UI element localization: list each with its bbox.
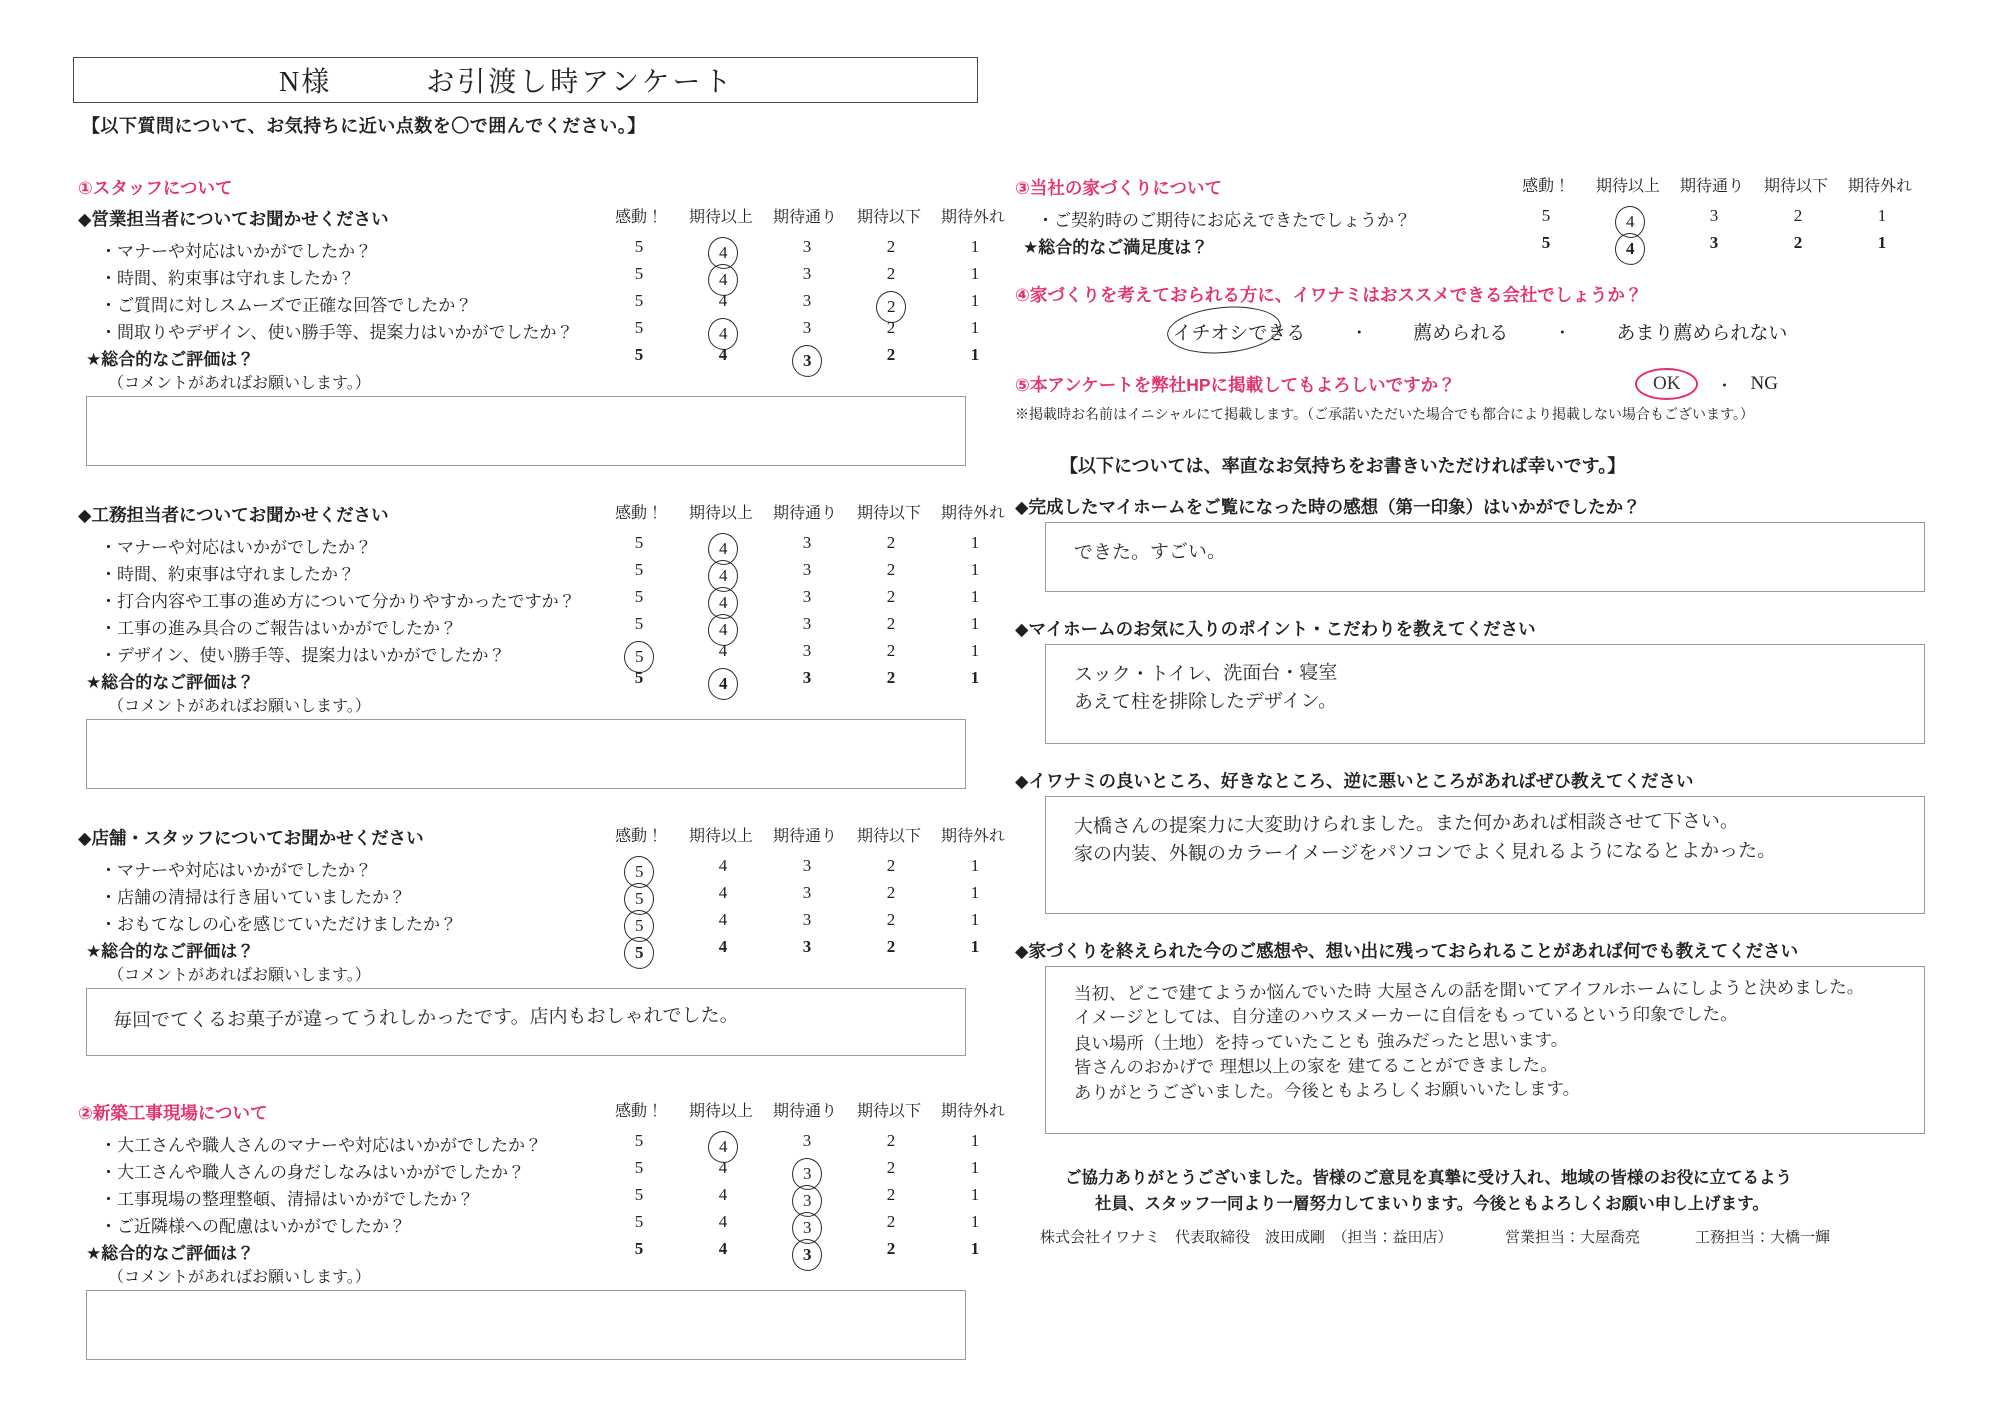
rating-option-1[interactable]: 5 <box>634 560 644 579</box>
rating-option-1[interactable]: 5 <box>634 668 644 687</box>
circled-rating: 4 <box>706 263 739 298</box>
rating-option-4[interactable]: 2 <box>886 668 896 687</box>
question-row <box>78 1129 1018 1156</box>
rating-option-5[interactable]: 1 <box>970 264 980 283</box>
question-row <box>78 1183 1018 1210</box>
rating-option-1[interactable]: 5 <box>634 1239 644 1258</box>
question-row <box>78 935 1018 962</box>
scale-header-4: 期待外れ <box>940 1103 1005 1120</box>
option-separator: ・ <box>1554 325 1571 342</box>
circled-rating: 4 <box>706 559 739 594</box>
scale-header-1: 期待以上 <box>688 828 753 845</box>
rating-option-2[interactable] <box>692 668 754 700</box>
comment-prompt-0: （コメントがあればお願いします。） <box>108 375 371 392</box>
scale-header-3: 期待以下 <box>1763 178 1828 195</box>
rating-option-4[interactable]: 2 <box>886 264 896 283</box>
rating-option-5[interactable]: 1 <box>970 345 980 364</box>
scale-header-0: 感動！ <box>614 209 663 226</box>
circled-rating: 5 <box>622 855 655 890</box>
section-heading-staff: ①スタッフについて <box>78 178 233 198</box>
rating-option-2[interactable] <box>1599 233 1661 265</box>
rating-option-4[interactable]: 2 <box>886 1212 896 1231</box>
group-heading-1: ◆工務担当者についてお聞かせください <box>78 505 389 525</box>
scale-header-2: 期待通り <box>772 505 837 522</box>
rating-option-5[interactable]: 1 <box>970 910 980 929</box>
comment-box-staff-2[interactable] <box>86 988 966 1056</box>
scale-header-row <box>78 500 1018 527</box>
question-row <box>78 289 1018 316</box>
circled-rating: 4 <box>706 613 739 648</box>
question-row <box>78 343 1018 370</box>
rating-option-1[interactable]: 5 <box>634 237 644 256</box>
comment-prompt-2: （コメントがあればお願いします。） <box>108 967 371 984</box>
rating-option-4[interactable]: 2 <box>886 560 896 579</box>
rating-option-4[interactable]: 2 <box>886 345 896 364</box>
scale-header-4: 期待外れ <box>1847 178 1912 195</box>
rating-option-5[interactable]: 1 <box>970 641 980 660</box>
question-row <box>78 531 1018 558</box>
scale-header-0: 感動！ <box>614 828 663 845</box>
rating-option-2[interactable]: 4 <box>718 856 728 875</box>
question-label: ・マナーや対応はいかがでしたか？ <box>100 242 372 261</box>
rating-option-3[interactable]: 3 <box>802 237 812 256</box>
page-title: お引渡し時アンケート <box>426 67 735 98</box>
freetext-box-3[interactable] <box>1045 966 1925 1134</box>
freetext-heading-1: ◆マイホームのお気に入りのポイント・こだわりを教えてください <box>1015 619 1536 639</box>
question-label: ・おもてなしの心を感じていただけましたか？ <box>100 915 457 934</box>
company-info: 株式会社イワナミ 代表取締役 波田成剛 （担当：益田店） <box>1040 1230 1453 1246</box>
handwritten-line: 皆さんのおかげで 理想以上の家を 建てることができました。 <box>1073 1055 1558 1078</box>
publish-options <box>1635 368 1778 400</box>
scale-header-3: 期待以下 <box>856 505 921 522</box>
freetext-box-1[interactable] <box>1045 644 1925 744</box>
circled-rating: 2 <box>874 290 907 325</box>
rating-option-2[interactable]: 4 <box>718 1239 728 1258</box>
scale-header-4: 期待外れ <box>940 828 1005 845</box>
handwritten-line: 当初、どこで建てようか悩んでいた時 大屋さんの話を聞いてアイフルホームにしようと決めました。 <box>1073 977 1865 1005</box>
question-label: ★総合的なご評価は？ <box>86 942 255 961</box>
recommend-question: ④家づくりを考えておられる方に、イワナミはおススメできる会社でしょうか？ <box>1015 285 1643 305</box>
rating-option-1[interactable]: 5 <box>634 614 644 633</box>
question-row <box>78 585 1018 612</box>
circled-rating: 3 <box>790 344 823 379</box>
question-label: ・打合内容や工事の進め方について分かりやすかったですか？ <box>100 592 576 611</box>
publish-option-1[interactable]: NG <box>1750 373 1778 394</box>
rating-option-1[interactable]: 5 <box>634 587 644 606</box>
rating-option-2[interactable]: 4 <box>718 345 728 364</box>
rating-option-3[interactable]: 3 <box>1709 206 1719 225</box>
handwritten-line: 家の内装、外観のカラーイメージをパソコンでよく見れるようになるとよかった。 <box>1073 839 1777 866</box>
scale-header-2: 期待通り <box>1679 178 1744 195</box>
question-row <box>1015 231 1945 258</box>
circled-rating: 4 <box>706 317 739 352</box>
rating-option-4[interactable]: 2 <box>886 1239 896 1258</box>
recommend-option-2[interactable]: あまり薦められない <box>1616 323 1788 344</box>
question-label: ★総合的なご評価は？ <box>86 673 255 692</box>
section-heading-homebuilding: ③当社の家づくりについて <box>1015 178 1222 198</box>
comment-prompt-construction: （コメントがあればお願いします。） <box>108 1269 371 1286</box>
rating-option-5[interactable]: 1 <box>970 533 980 552</box>
scale-header-1: 期待以上 <box>688 209 753 226</box>
rating-option-2[interactable]: 4 <box>718 641 728 660</box>
recommend-options <box>1015 318 1945 345</box>
handwritten-line: 良い場所（土地）を持っていたことも 強みだったと思います。 <box>1073 1030 1569 1055</box>
rating-option-5[interactable]: 1 <box>970 1131 980 1150</box>
freetext-intro: 【以下については、率直なお気持ちをお書きいただければ幸いです。】 <box>1060 456 1626 476</box>
rating-option-4[interactable]: 2 <box>886 614 896 633</box>
question-row <box>1015 204 1945 231</box>
circled-rating: 4 <box>706 1130 739 1165</box>
circled-rating: 5 <box>622 936 655 971</box>
question-label: ・間取りやデザイン、使い勝手等、提案力はいかがでしたか？ <box>100 323 574 342</box>
rating-option-5[interactable]: 1 <box>970 291 980 310</box>
handwritten-line: ありがとうございました。今後ともよろしくお願いいたします。 <box>1073 1079 1581 1105</box>
question-row <box>78 854 1018 881</box>
handwritten-line: できた。すごい。 <box>1073 540 1227 564</box>
rating-option-3[interactable]: 3 <box>802 883 812 902</box>
question-row <box>78 316 1018 343</box>
scale-header-4: 期待外れ <box>940 209 1005 226</box>
rating-option-2[interactable]: 4 <box>718 910 728 929</box>
comment-box-construction[interactable] <box>86 1290 966 1360</box>
rating-option-3[interactable]: 3 <box>802 533 812 552</box>
handwritten-line: 大橋さんの提案力に大変助けられました。また何かあれば相談させて下さい。 <box>1073 809 1740 838</box>
freetext-heading-2: ◆イワナミの良いところ、好きなところ、逆に悪いところがあればぜひ教えてください <box>1015 771 1694 791</box>
question-row <box>78 881 1018 908</box>
rating-option-3[interactable]: 3 <box>802 291 812 310</box>
rating-option-4[interactable]: 2 <box>886 641 896 660</box>
question-row <box>78 908 1018 935</box>
rating-option-4[interactable]: 2 <box>886 1185 896 1204</box>
question-label: ★総合的なご評価は？ <box>86 350 255 369</box>
rating-option-1[interactable]: 5 <box>634 1158 644 1177</box>
rating-option-2[interactable]: 4 <box>718 291 728 310</box>
question-label: ・工事の進み具合のご報告はいかがでしたか？ <box>100 619 457 638</box>
rating-option-5[interactable]: 1 <box>970 614 980 633</box>
comment-box-staff-1[interactable] <box>86 719 966 789</box>
rating-option-5[interactable]: 1 <box>970 1212 980 1231</box>
question-label: ・ご契約時のご期待にお応えできたでしょうか？ <box>1037 211 1411 230</box>
question-row <box>78 612 1018 639</box>
rating-option-2[interactable]: 4 <box>718 883 728 902</box>
rating-option-4[interactable]: 2 <box>886 883 896 902</box>
title-box <box>73 57 978 103</box>
rating-option-4[interactable]: 2 <box>886 533 896 552</box>
rating-option-4[interactable]: 2 <box>886 910 896 929</box>
scale-header-1: 期待以上 <box>688 505 753 522</box>
customer-name: N様 <box>279 67 332 98</box>
instruction-text: 【以下質問について、お気持ちに近い点数を〇で囲んでください。】 <box>82 116 646 136</box>
question-row <box>78 1210 1018 1237</box>
scale-header-1: 期待以上 <box>688 1103 753 1120</box>
section-heading-construction: ②新築工事現場について <box>78 1103 268 1123</box>
question-label: ・大工さんや職人さんのマナーや対応はいかがでしたか？ <box>100 1136 542 1155</box>
closing-line-2: 社員、スタッフ一同より一層努力してまいります。今後ともよろしくお願い申し上げます。 <box>1095 1195 1769 1213</box>
rating-option-1[interactable]: 5 <box>634 1131 644 1150</box>
closing-line-1: ご協力ありがとうございました。皆様のご意見を真摯に受け入れ、地域の皆様のお役に立てるよう <box>1065 1169 1792 1187</box>
rating-option-3[interactable]: 3 <box>802 1131 812 1150</box>
rating-option-3[interactable]: 3 <box>802 668 812 687</box>
rating-option-3[interactable]: 3 <box>802 318 812 337</box>
group-heading-0: ◆営業担当者についてお聞かせください <box>78 209 389 229</box>
rating-option-5[interactable]: 1 <box>970 560 980 579</box>
circled-rating: 5 <box>622 882 655 917</box>
rating-option-5[interactable]: 1 <box>970 668 980 687</box>
scale-header-2: 期待通り <box>772 828 837 845</box>
question-label: ・工事現場の整理整頓、清掃はいかがでしたか？ <box>100 1190 474 1209</box>
rating-option-3[interactable]: 3 <box>802 937 812 956</box>
question-label: ・時間、約束事は守れましたか？ <box>100 269 355 288</box>
scale-header-3: 期待以下 <box>856 828 921 845</box>
group-heading-2: ◆店舗・スタッフについてお聞かせください <box>78 828 424 848</box>
circled-rating: 4 <box>1613 205 1646 240</box>
rating-option-5[interactable]: 1 <box>970 883 980 902</box>
scale-header-row <box>78 823 1018 850</box>
scale-header-0: 感動！ <box>1521 178 1570 195</box>
question-label: ・店舗の清掃は行き届いていましたか？ <box>100 888 406 907</box>
rating-option-3[interactable]: 3 <box>802 587 812 606</box>
rating-option-2[interactable]: 4 <box>718 1158 728 1177</box>
rating-option-3[interactable]: 3 <box>802 264 812 283</box>
rating-option-2[interactable]: 4 <box>718 937 728 956</box>
circled-rating: 3 <box>790 1238 823 1273</box>
rating-option-1[interactable]: 5 <box>1541 206 1551 225</box>
handwritten-line: スック・トイレ、洗面台・寝室 <box>1073 661 1338 686</box>
rating-option-5[interactable]: 1 <box>970 1239 980 1258</box>
question-label: ・ご質問に対しスムーズで正確な回答でしたか？ <box>100 296 473 315</box>
rating-option-4[interactable]: 2 <box>886 587 896 606</box>
rating-option-3[interactable]: 3 <box>802 614 812 633</box>
rating-option-3[interactable]: 3 <box>802 910 812 929</box>
rating-option-3[interactable] <box>776 1239 838 1271</box>
comment-prompt-1: （コメントがあればお願いします。） <box>108 698 371 715</box>
rating-option-5[interactable]: 1 <box>970 856 980 875</box>
circled-rating: 3 <box>790 1211 823 1246</box>
question-row <box>78 1156 1018 1183</box>
publish-option-0[interactable]: OK <box>1635 368 1698 400</box>
rating-option-4[interactable]: 2 <box>1793 206 1803 225</box>
circled-rating: 4 <box>706 532 739 567</box>
circled-rating: 3 <box>790 1157 823 1192</box>
question-row <box>78 666 1018 693</box>
freetext-box-2[interactable] <box>1045 796 1925 914</box>
circled-rating: 4 <box>706 667 739 702</box>
scale-header-2: 期待通り <box>772 1103 837 1120</box>
rating-option-3[interactable]: 3 <box>802 856 812 875</box>
works-contact: 工務担当：大橋一輝 <box>1695 1230 1831 1246</box>
scale-header-0: 感動！ <box>614 505 663 522</box>
rating-option-1[interactable]: 5 <box>1541 233 1551 252</box>
rating-option-5[interactable]: 1 <box>970 1185 980 1204</box>
selection-circle <box>1165 302 1283 358</box>
question-label: ★総合的なご満足度は？ <box>1023 238 1209 257</box>
circled-rating: 5 <box>622 640 655 675</box>
rating-option-4[interactable]: 2 <box>886 1158 896 1177</box>
scale-header-row <box>78 1098 1018 1125</box>
circled-rating: 4 <box>706 236 739 271</box>
scale-header-4: 期待外れ <box>940 505 1005 522</box>
scale-header-0: 感動！ <box>614 1103 663 1120</box>
scale-header-3: 期待以下 <box>856 209 921 226</box>
rating-option-5[interactable]: 1 <box>1877 206 1887 225</box>
rating-option-2[interactable]: 4 <box>718 1212 728 1231</box>
option-separator: ・ <box>1351 325 1368 342</box>
rating-option-1[interactable]: 5 <box>634 264 644 283</box>
scale-header-row <box>78 204 1018 231</box>
recommend-option-1[interactable]: 薦められる <box>1413 323 1509 344</box>
rating-option-5[interactable]: 1 <box>970 587 980 606</box>
rating-option-5[interactable]: 1 <box>970 318 980 337</box>
sales-contact: 営業担当：大屋喬亮 <box>1505 1230 1641 1246</box>
question-label: ・デザイン、使い勝手等、提案力はいかがでしたか？ <box>100 646 506 665</box>
rating-option-5[interactable]: 1 <box>970 937 980 956</box>
rating-option-1[interactable]: 5 <box>634 345 644 364</box>
rating-option-3[interactable]: 3 <box>1709 233 1719 252</box>
freetext-heading-0: ◆完成したマイホームをご覧になった時の感想（第一印象）はいかがでしたか？ <box>1015 497 1641 517</box>
question-row <box>78 1237 1018 1264</box>
rating-option-1[interactable]: 5 <box>634 318 644 337</box>
rating-option-4[interactable]: 2 <box>1793 233 1803 252</box>
question-label: ・マナーや対応はいかがでしたか？ <box>100 861 372 880</box>
freetext-heading-3: ◆家づくりを終えられた今のご感想や、想い出に残っておられることがあれば何でも教えてください <box>1015 941 1799 961</box>
handwritten-line: あえて柱を排除したデザイン。 <box>1073 690 1338 714</box>
question-label: ・マナーや対応はいかがでしたか？ <box>100 538 372 557</box>
rating-option-4[interactable]: 2 <box>886 1131 896 1150</box>
rating-option-3[interactable] <box>776 345 838 377</box>
rating-option-4[interactable]: 2 <box>886 237 896 256</box>
circled-rating: 4 <box>1613 232 1646 267</box>
question-label: ★総合的なご評価は？ <box>86 1244 255 1263</box>
circled-rating: 5 <box>622 909 655 944</box>
rating-option-4[interactable]: 2 <box>886 856 896 875</box>
question-row <box>78 235 1018 262</box>
question-label: ・ご近隣様への配慮はいかがでしたか？ <box>100 1217 406 1236</box>
scale-header-3: 期待以下 <box>856 1103 921 1120</box>
scale-header-1: 期待以上 <box>1595 178 1660 195</box>
rating-option-1[interactable]: 5 <box>634 1212 644 1231</box>
scale-header-row <box>1015 173 1945 200</box>
circled-rating: 3 <box>790 1184 823 1219</box>
publish-question: ⑤本アンケートを弊社HPに掲載してもよろしいですか？ <box>1015 375 1456 395</box>
rating-option-4[interactable]: 2 <box>886 318 896 337</box>
rating-option-5[interactable]: 1 <box>1877 233 1887 252</box>
rating-option-1[interactable]: 5 <box>634 291 644 310</box>
question-row <box>78 558 1018 585</box>
publish-note: ※掲載時お名前はイニシャルにて掲載します。（ご承諾いただいた場合でも都合により掲載しない場合もございます。） <box>1015 408 1754 423</box>
question-label: ・時間、約束事は守れましたか？ <box>100 565 355 584</box>
freetext-box-0[interactable] <box>1045 522 1925 592</box>
rating-option-5[interactable]: 1 <box>970 237 980 256</box>
question-row <box>78 639 1018 666</box>
rating-option-4[interactable]: 2 <box>886 937 896 956</box>
scale-header-2: 期待通り <box>772 209 837 226</box>
circled-rating: 4 <box>706 586 739 621</box>
recommend-option-0[interactable]: イチオシできる <box>1173 318 1306 345</box>
question-label: ・大工さんや職人さんの身だしなみはいかがでしたか？ <box>100 1163 525 1182</box>
handwritten-comment: 毎回でてくるお菓子が違ってうれしかったです。店内もおしゃれでした。 <box>112 1004 739 1032</box>
rating-option-3[interactable]: 3 <box>802 641 812 660</box>
rating-option-1[interactable] <box>608 937 670 969</box>
question-row <box>78 262 1018 289</box>
rating-option-3[interactable]: 3 <box>802 560 812 579</box>
rating-option-1[interactable]: 5 <box>634 1185 644 1204</box>
rating-option-1[interactable]: 5 <box>634 533 644 552</box>
comment-box-staff-0[interactable] <box>86 396 966 466</box>
rating-option-2[interactable]: 4 <box>718 1185 728 1204</box>
rating-option-5[interactable]: 1 <box>970 1158 980 1177</box>
handwritten-line: イメージとしては、自分達のハウスメーカーに自信をもっているという印象でした。 <box>1073 1004 1738 1029</box>
publish-separator: ・ <box>1716 377 1733 395</box>
